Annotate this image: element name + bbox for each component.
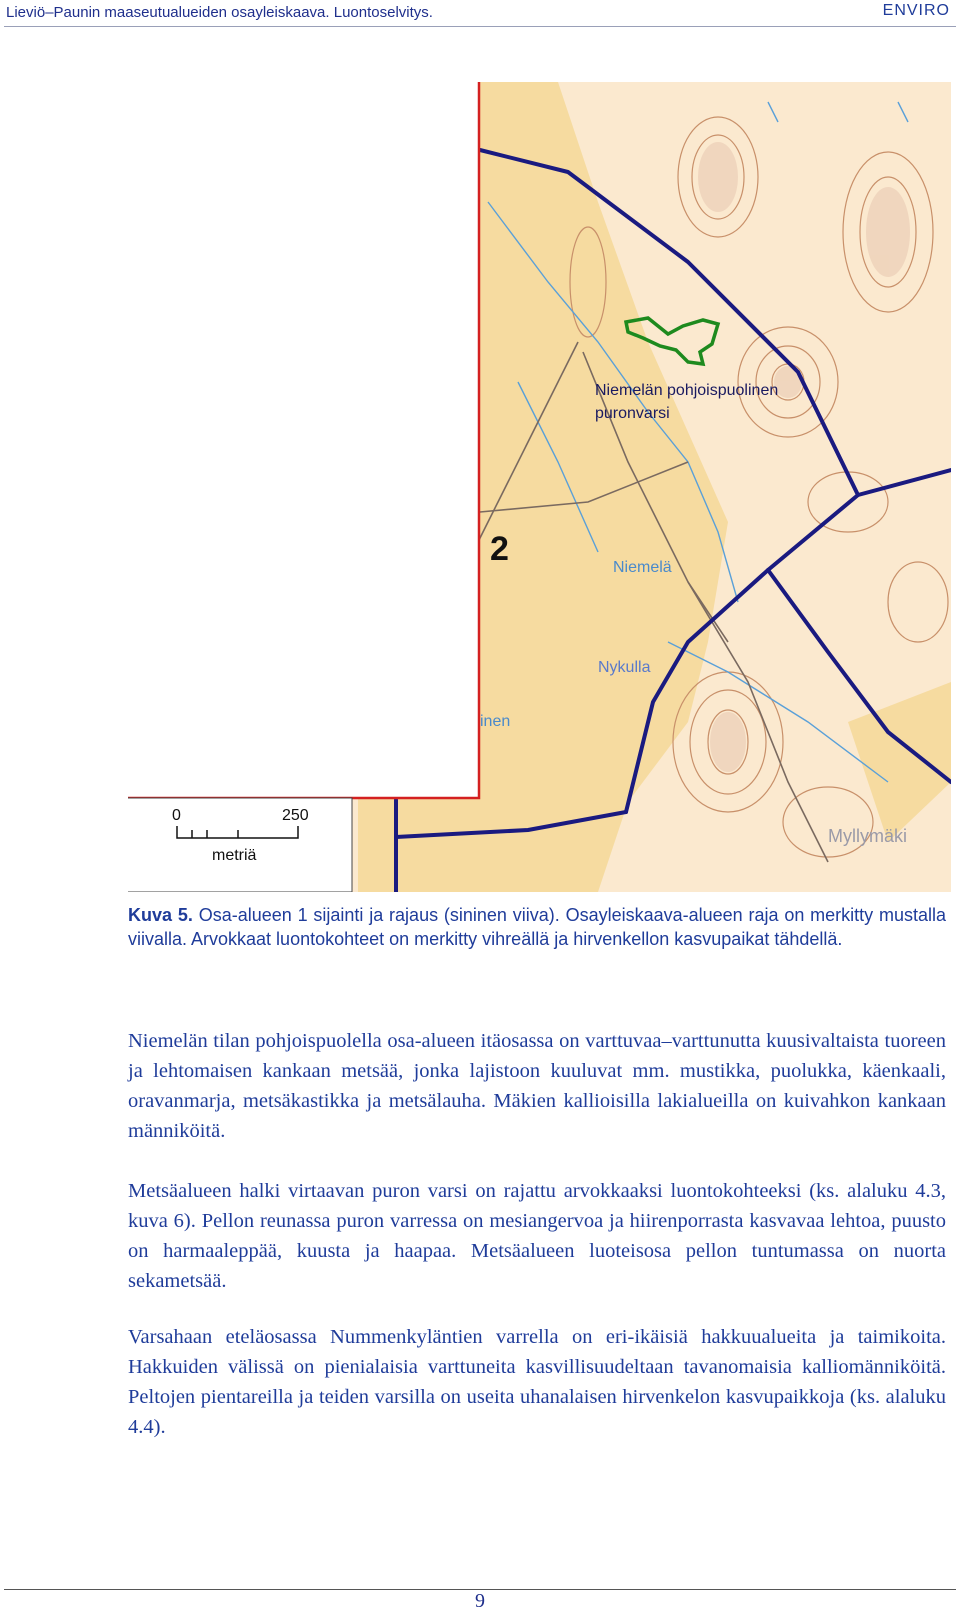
map-svg <box>128 82 951 892</box>
scale-bar-panel <box>128 798 352 892</box>
place-niemela: Niemelä <box>613 559 672 576</box>
place-myllymaki: Myllymäki <box>828 826 907 846</box>
area-number: 2 <box>490 530 509 568</box>
caption-label: Kuva 5. <box>128 905 193 925</box>
header-rule <box>4 26 956 27</box>
site-label-line1: Niemelän pohjoispuolinen <box>595 382 779 399</box>
inset-map-panel <box>128 82 479 798</box>
header-title: Lieviö–Paunin maaseutualueiden osayleiskaava. Luontoselvitys. <box>6 4 433 21</box>
enviro-logo: ENVIRO <box>882 2 950 19</box>
caption-text: Osa-alueen 1 sijainti ja rajaus (sininen viiva). Osayleiskaava-alueen raja on merkitty mustalla viivalla. Arvokkaat luontokohteet on merkitty vihreällä ja hirvenkellon kasvupaikat tähdellä. <box>128 905 946 949</box>
paragraph-1: Niemelän tilan pohjoispuolella osa-alueen itäosassa on varttuvaa–varttunutta kuusivaltaista tuoreen ja lehtomaisen kankaan metsää, jonka lajistoon kuuluvat mm. mustikka, puolukka, käenkaali, oravanmarja, metsäkastikka ja metsälauha. Mäkien kallioisilla lakialueilla on kuivahkon kankaan männiköitä. <box>128 1030 946 1142</box>
place-partial: inen <box>480 713 511 730</box>
site-label-line2: puronvarsi <box>595 405 670 422</box>
scale-unit: metriä <box>212 847 257 864</box>
place-nykulla: Nykulla <box>598 659 651 676</box>
map-figure <box>128 82 951 892</box>
paragraph-2: Metsäalueen halki virtaavan puron varsi on rajattu arvokkaaksi luontokohteeksi (ks. alaluku 4.3, kuva 6). Pellon reunassa puron varressa on mesiangervoa ja hiirenporrasta kasvavaa lehtoa, puusto on harmaaleppää, kuusta ja haapaa. Metsäalueen luoteisosa pellon tuntumassa on nuorta sekametsää. <box>128 1180 946 1292</box>
figure-caption <box>128 903 946 951</box>
page-header <box>0 0 960 26</box>
scale-zero: 0 <box>172 807 181 824</box>
scale-250: 250 <box>282 807 309 824</box>
page-number: 9 <box>475 1590 485 1612</box>
paragraph-3: Varsahaan eteläosassa Nummenkyläntien varrella on eri-ikäisiä hakkuualueita ja taimikoita. Hakkuiden välissä on pienialaisia varttuneita kasvillisuudeltaan tavanomaisia kalliomänniköitä. Peltojen pientareilla ja teiden varsilla on useita uhanalaisen hirvenkelon kasvupaikkoja (ks. alaluku 4.4). <box>128 1326 946 1438</box>
